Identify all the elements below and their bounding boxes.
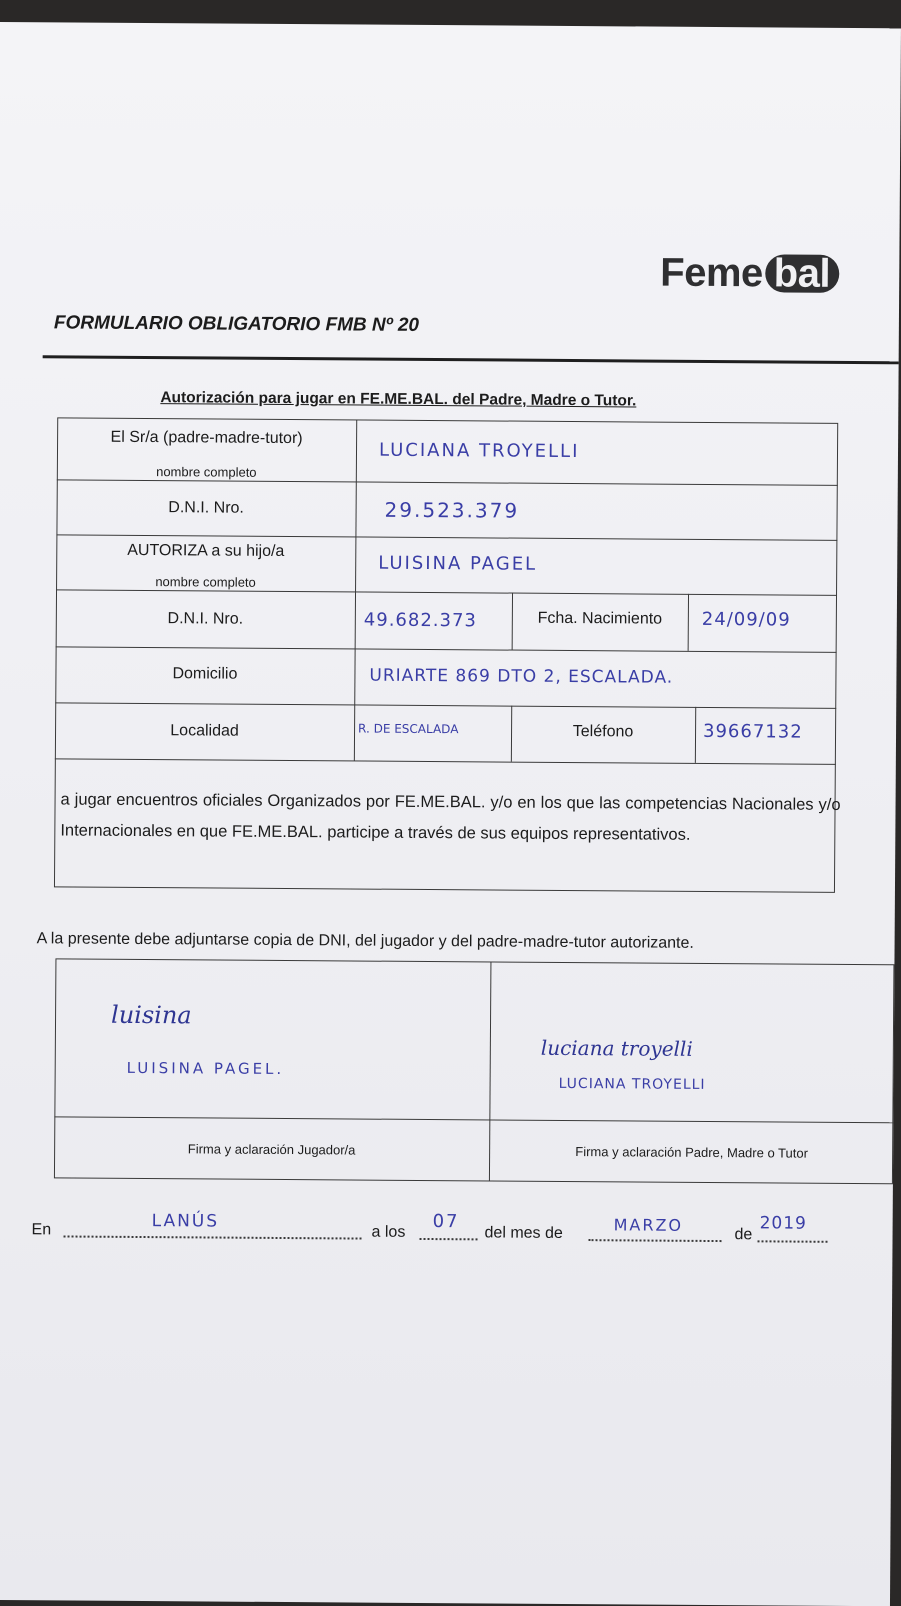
place-field[interactable]: LANÚS xyxy=(151,1211,220,1232)
phone-label: Teléfono xyxy=(572,723,634,741)
birth-date-field[interactable]: 24/09/09 xyxy=(701,608,791,631)
form-title: FORMULARIO OBLIGATORIO FMB Nº 20 xyxy=(53,312,420,336)
form-sheet xyxy=(0,22,901,1606)
mes-label: del mes de xyxy=(484,1224,563,1242)
form-heading: Autorización para jugar en FE.ME.BAL. del Padre, Madre o Tutor. xyxy=(160,389,637,410)
authorization-text: a jugar encuentros oficiales Organizados por FE.ME.BAL. y/o en los que las competencias Nacionales y/o Internacionales en que FE.ME.BAL. participe a través de sus equipos representativos. xyxy=(60,790,841,844)
parent-name-field[interactable]: LUCIANA TROYELLI xyxy=(558,1075,706,1093)
player-name-field[interactable]: LUISINA PAGEL. xyxy=(126,1058,285,1079)
player-signature-label: Firma y aclaración Jugador/a xyxy=(187,1141,356,1158)
tutor-name-field[interactable]: LUCIANA TROYELLI xyxy=(378,439,580,463)
de-label: de xyxy=(734,1226,753,1244)
day-dotted-line xyxy=(420,1238,478,1240)
city-label: Localidad xyxy=(170,722,239,740)
child-label: AUTORIZA a su hijo/a xyxy=(127,541,285,560)
en-label: En xyxy=(31,1221,52,1239)
tutor-dni-field[interactable]: 29.523.379 xyxy=(384,497,520,523)
place-dotted-line xyxy=(64,1235,362,1239)
logo-pill-text: bal xyxy=(765,254,840,293)
address-field[interactable]: URIARTE 869 DTO 2, ESCALADA. xyxy=(369,665,674,688)
month-field[interactable]: MARZO xyxy=(613,1215,684,1235)
year-dotted-line xyxy=(757,1240,827,1242)
femebal-logo xyxy=(660,251,839,297)
tutor-label: El Sr/a (padre-madre-tutor) xyxy=(110,428,303,448)
logo-text: Feme xyxy=(660,250,763,296)
player-signature[interactable]: luisina xyxy=(110,1000,192,1030)
day-field[interactable]: 07 xyxy=(432,1211,460,1233)
year-field[interactable]: 2019 xyxy=(759,1213,807,1234)
tutor-dni-label: D.N.I. Nro. xyxy=(168,499,244,517)
child-dni-field[interactable]: 49.682.373 xyxy=(363,609,477,632)
tutor-sublabel: nombre completo xyxy=(156,464,257,480)
month-dotted-line xyxy=(589,1239,722,1242)
parent-signature[interactable]: luciana troyelli xyxy=(540,1035,693,1061)
child-sublabel: nombre completo xyxy=(155,574,256,590)
a-los-label: a los xyxy=(371,1223,406,1241)
parent-signature-label: Firma y aclaración Padre, Madre o Tutor xyxy=(575,1144,809,1161)
attachment-note: A la presente debe adjuntarse copia de DNI, del jugador y del padre-madre-tutor autorizante. xyxy=(36,930,694,952)
phone-field[interactable]: 39667132 xyxy=(702,720,803,743)
child-name-field[interactable]: LUISINA PAGEL xyxy=(378,552,538,575)
city-field[interactable]: R. DE ESCALADA xyxy=(358,721,459,737)
address-label: Domicilio xyxy=(172,665,238,683)
title-divider xyxy=(43,355,899,364)
birth-date-label: Fcha. Nacimiento xyxy=(537,609,663,628)
child-dni-label: D.N.I. Nro. xyxy=(167,610,244,628)
